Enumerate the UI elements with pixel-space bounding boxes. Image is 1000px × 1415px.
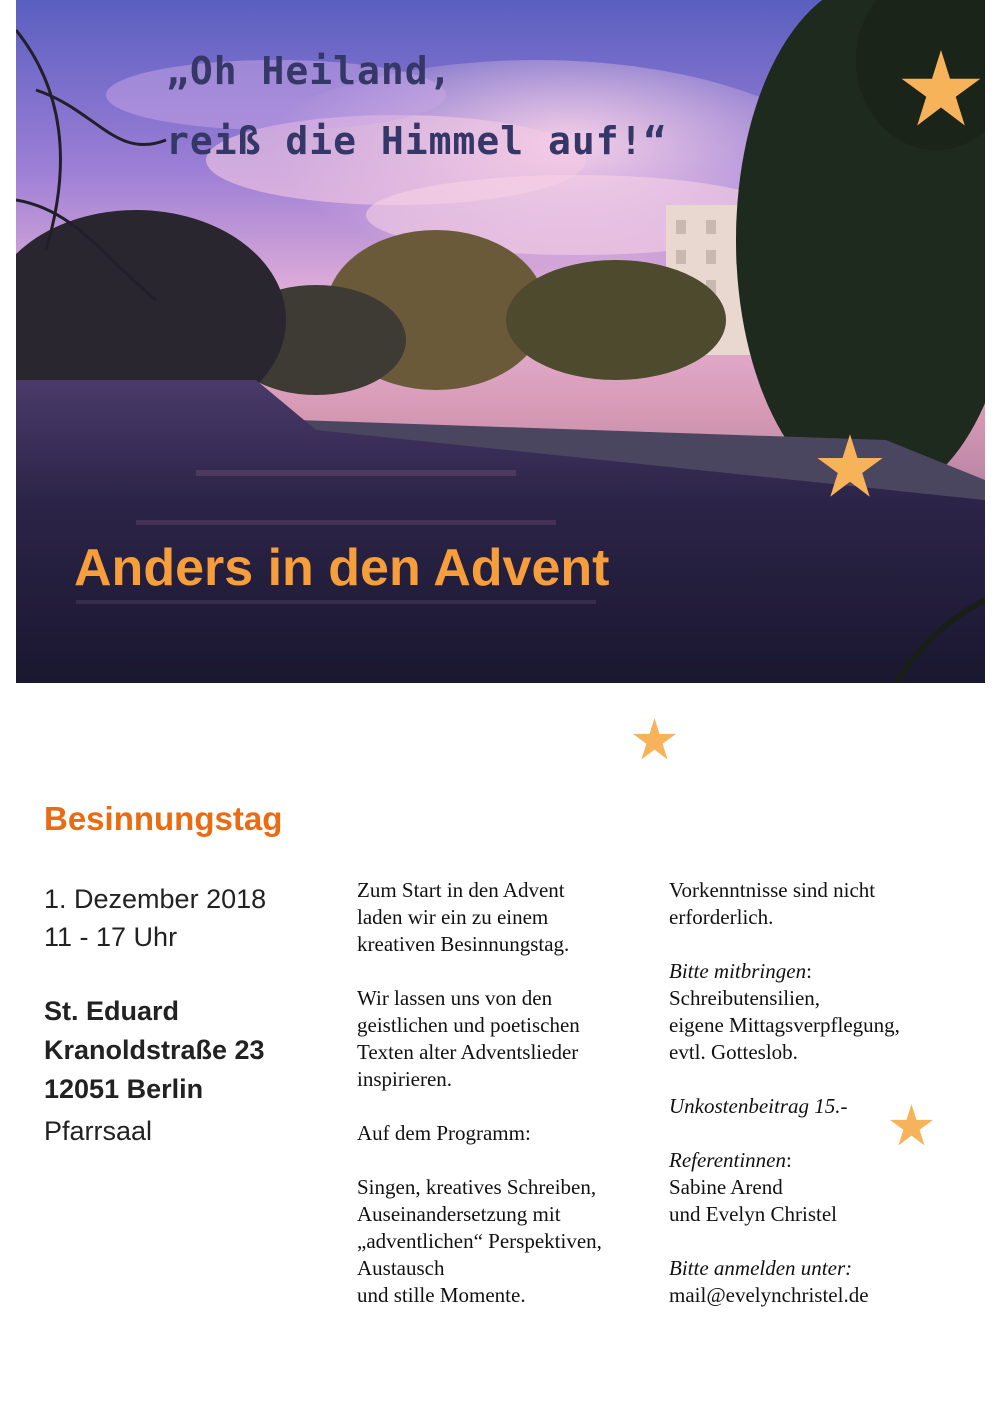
text-line: Schreibutensilien,	[669, 986, 821, 1010]
event-time: 11 - 17 Uhr	[44, 922, 178, 952]
text-line: Singen, kreatives Schreiben,	[357, 1175, 597, 1199]
fee	[669, 1093, 969, 1120]
text-line: inspirieren.	[357, 1067, 453, 1091]
text-line: evtl. Gotteslob.	[669, 1040, 798, 1064]
description-paragraph	[357, 1174, 647, 1309]
hero-title: Anders in den Advent	[74, 539, 610, 597]
venue-city: 12051 Berlin	[44, 1074, 204, 1104]
venue-street: Kranoldstraße 23	[44, 1035, 265, 1065]
text-line: „adventlichen“ Perspektiven,	[357, 1229, 602, 1253]
text-line: Sabine Arend	[669, 1175, 783, 1199]
email-link[interactable]: mail@evelynchristel.de	[669, 1283, 869, 1307]
star-icon	[900, 50, 982, 128]
text-line: Zum Start in den Advent	[357, 878, 565, 902]
registration	[669, 1255, 969, 1309]
text-line: eigene Mittagsverpflegung,	[669, 1013, 900, 1037]
description-column	[357, 877, 647, 1336]
quote-line-2: reiß die Himmel auf!“	[166, 119, 668, 163]
venue-name: St. Eduard	[44, 996, 180, 1026]
hero-quote	[166, 36, 667, 176]
text-line: Vorkenntnisse sind nicht	[669, 878, 876, 902]
description-paragraph	[357, 1120, 647, 1147]
register-label: Bitte anmelden unter:	[669, 1256, 853, 1280]
text-line: und stille Momente.	[357, 1283, 526, 1307]
section-title: Besinnungstag	[44, 800, 283, 837]
bring-list	[669, 958, 969, 1066]
details-column	[669, 877, 969, 1336]
text-line: Texten alter Adventslieder	[357, 1040, 579, 1064]
description-paragraph	[357, 985, 647, 1093]
bring-heading: Bitte mitbringen:	[669, 959, 812, 983]
text-line: Auf dem Programm:	[357, 1121, 531, 1145]
venue-address	[44, 992, 265, 1109]
event-date: 1. Dezember 2018	[44, 884, 267, 914]
bring-label: Bitte mitbringen	[669, 959, 807, 983]
text-line: geistlichen und poetischen	[357, 1013, 580, 1037]
speakers	[669, 1147, 969, 1228]
text-line: kreativen Besinnungstag.	[357, 932, 570, 956]
text-line: erforderlich.	[669, 905, 774, 929]
star-icon	[632, 718, 677, 761]
speakers-label: Referentinnen	[669, 1148, 787, 1172]
text-line: Auseinandersetzung mit	[357, 1202, 561, 1226]
venue-room: Pfarrsaal	[44, 1116, 153, 1146]
star-icon	[816, 434, 884, 499]
event-datetime	[44, 880, 266, 956]
prerequisites	[669, 877, 969, 931]
speakers-heading: Referentinnen:	[669, 1148, 792, 1172]
text-line: laden wir ein zu einem	[357, 905, 549, 929]
description-paragraph	[357, 877, 647, 958]
hero-photo	[16, 0, 985, 683]
quote-line-1: „Oh Heiland,	[166, 49, 453, 93]
fee-text: Unkostenbeitrag 15.-	[669, 1094, 848, 1118]
text-line: und Evelyn Christel	[669, 1202, 837, 1226]
text-line: Austausch	[357, 1256, 445, 1280]
text-line: Wir lassen uns von den	[357, 986, 553, 1010]
